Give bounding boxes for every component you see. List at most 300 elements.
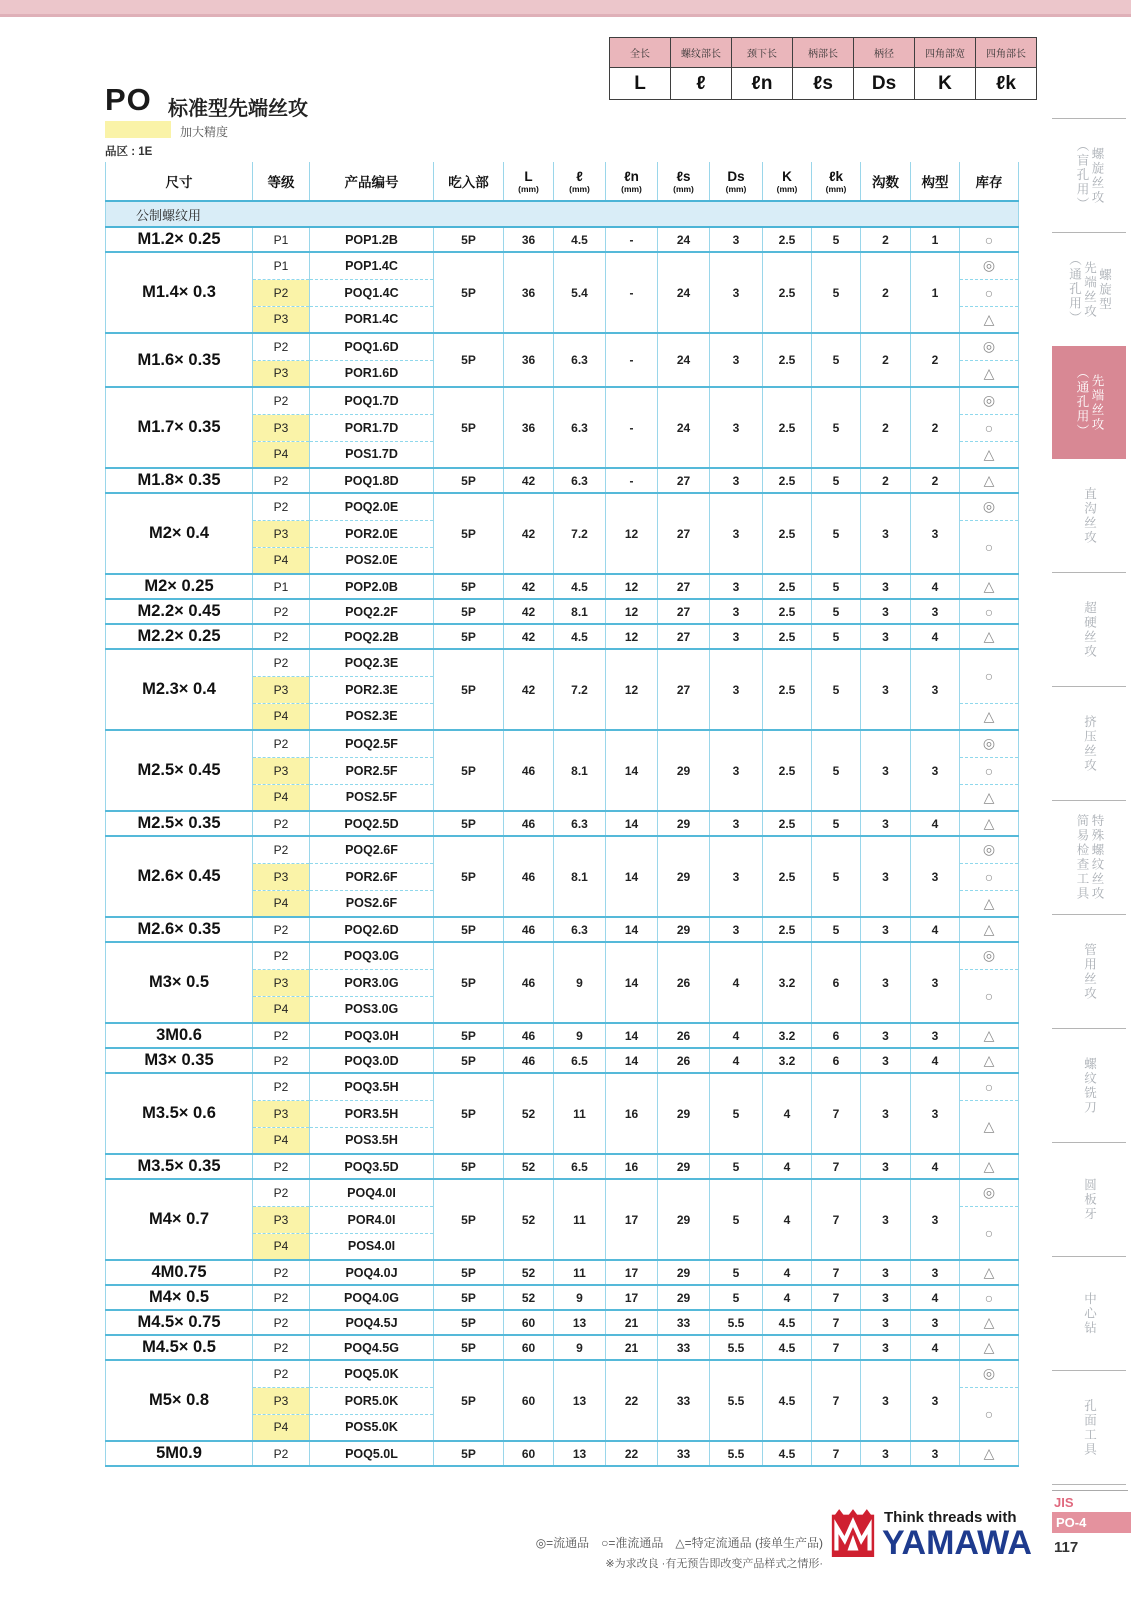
product-code-cell: POQ1.7D: [310, 387, 434, 414]
spec-cell: 4.5: [763, 1310, 812, 1335]
spec-cell: 5: [812, 387, 861, 468]
spec-cell: 2: [861, 227, 911, 252]
sidebar-tab-column: 螺旋丝攻: [1090, 146, 1104, 205]
spec-cell: 5: [710, 1154, 763, 1179]
spec-cell: 21: [606, 1310, 658, 1335]
size-cell: 4M0.75: [106, 1260, 253, 1285]
product-code-cell: POR2.6F: [310, 863, 434, 890]
spec-cell: 4: [763, 1154, 812, 1179]
sidebar-tab-column: 螺旋型: [1097, 267, 1112, 312]
spec-cell: 29: [658, 730, 710, 811]
column-header-label: 产品编号: [344, 175, 399, 190]
spec-cell: 6.5: [554, 1048, 606, 1073]
spec-cell: 42: [504, 574, 554, 599]
spec-cell: 5.5: [710, 1360, 763, 1441]
spec-cell: 5: [710, 1179, 763, 1260]
product-code-cell: POR3.5H: [310, 1100, 434, 1127]
spec-cell: 4: [763, 1179, 812, 1260]
spec-cell: 2.5: [763, 917, 812, 942]
spec-cell: 3: [911, 493, 960, 574]
table-row: [106, 333, 1019, 360]
product-code-cell: POQ5.0K: [310, 1360, 434, 1387]
spec-cell: 9: [554, 942, 606, 1023]
spec-cell: 5: [812, 252, 861, 333]
grade-cell: P3: [253, 306, 310, 333]
table-row: [106, 574, 1019, 599]
spec-cell: 22: [606, 1441, 658, 1466]
spec-cell: -: [606, 468, 658, 493]
spec-cell: 4.5: [554, 624, 606, 649]
spec-cell: 29: [658, 1154, 710, 1179]
grade-cell: P2: [253, 1310, 310, 1335]
spec-cell: 33: [658, 1441, 710, 1466]
stock-cell: △: [960, 1310, 1019, 1335]
spec-cell: 5P: [434, 1260, 504, 1285]
table-row: [106, 942, 1019, 969]
column-header: [606, 162, 658, 201]
spec-cell: 9: [554, 1023, 606, 1048]
spec-cell: 12: [606, 624, 658, 649]
product-code-cell: POP2.0B: [310, 574, 434, 599]
spec-cell: 27: [658, 624, 710, 649]
spec-cell: 5P: [434, 599, 504, 624]
grade-cell: P4: [253, 703, 310, 730]
product-code-cell: POQ4.5G: [310, 1335, 434, 1360]
product-code-cell: POQ5.0L: [310, 1441, 434, 1466]
product-code-cell: POQ4.0G: [310, 1285, 434, 1310]
spec-cell: 3: [861, 1179, 911, 1260]
sidebar-tab-text: [1082, 687, 1097, 800]
spec-cell: 13: [554, 1441, 606, 1466]
column-header-label: K: [782, 169, 792, 184]
spec-cell: 3: [861, 1441, 911, 1466]
product-code-cell: POR2.5F: [310, 757, 434, 784]
product-code-cell: POQ1.8D: [310, 468, 434, 493]
spec-cell: 7: [812, 1335, 861, 1360]
column-header-label: ℓn: [624, 169, 639, 184]
spec-cell: 8.1: [554, 730, 606, 811]
spec-cell: 5P: [434, 1023, 504, 1048]
column-header-label: 等级: [267, 175, 295, 190]
grade-cell: P3: [253, 676, 310, 703]
stock-cell: △: [960, 1023, 1019, 1048]
grade-cell: P2: [253, 599, 310, 624]
spec-cell: 5: [710, 1260, 763, 1285]
sidebar-tab-8: [1052, 1029, 1126, 1143]
size-cell: M1.6× 0.35: [106, 333, 253, 387]
grade-cell: P3: [253, 520, 310, 547]
spec-cell: 13: [554, 1360, 606, 1441]
spec-cell: 27: [658, 649, 710, 730]
column-header-label: 沟数: [872, 175, 899, 190]
stock-cell: △: [960, 1100, 1019, 1154]
spec-cell: 5P: [434, 227, 504, 252]
spec-cell: 29: [658, 811, 710, 836]
spec-cell: 2: [861, 468, 911, 493]
spec-cell: 3.2: [763, 1023, 812, 1048]
table-row: [106, 1310, 1019, 1335]
column-header-label: L: [524, 169, 533, 184]
stock-cell: △: [960, 1048, 1019, 1073]
stock-cell: ○: [960, 649, 1019, 703]
product-code-cell: POS3.0G: [310, 996, 434, 1023]
stock-cell: ○: [960, 520, 1019, 574]
spec-cell: 5P: [434, 574, 504, 599]
brand-logo: [830, 1508, 1032, 1560]
spec-table: [105, 162, 1019, 1467]
table-row: [106, 387, 1019, 414]
sidebar-tab-column: 简易检查工具: [1075, 814, 1089, 901]
spec-cell: -: [606, 333, 658, 387]
spec-cell: 3: [710, 811, 763, 836]
spec-cell: 7: [812, 1073, 861, 1154]
spec-cell: 3: [861, 649, 911, 730]
spec-cell: 42: [504, 468, 554, 493]
dim-legend-symbol-cell: K: [915, 68, 976, 100]
table-row: [106, 1360, 1019, 1387]
spec-cell: 6.3: [554, 468, 606, 493]
spec-cell: 14: [606, 1048, 658, 1073]
product-code-cell: POQ3.0G: [310, 942, 434, 969]
spec-cell: 5P: [434, 333, 504, 387]
table-row: [106, 1441, 1019, 1466]
product-code-cell: POR1.4C: [310, 306, 434, 333]
grade-cell: P2: [253, 1179, 310, 1206]
sidebar-tab-11: [1052, 1371, 1126, 1485]
spec-cell: 52: [504, 1179, 554, 1260]
dim-legend-header-cell: 柄部长: [793, 38, 854, 68]
size-cell: 5M0.9: [106, 1441, 253, 1466]
spec-cell: 3: [710, 599, 763, 624]
spec-cell: 3: [861, 1285, 911, 1310]
spec-cell: 24: [658, 252, 710, 333]
sidebar-tab-column: 螺纹铣刀: [1082, 1056, 1097, 1115]
spec-cell: 6.3: [554, 387, 606, 468]
stock-cell: △: [960, 703, 1019, 730]
grade-cell: P2: [253, 1073, 310, 1100]
spec-cell: 42: [504, 599, 554, 624]
sidebar-tab-text: [1082, 1257, 1097, 1370]
stock-cell: △: [960, 306, 1019, 333]
sidebar-tab-3: [1052, 459, 1126, 573]
spec-cell: 5: [812, 468, 861, 493]
sidebar-tab-9: [1052, 1143, 1126, 1257]
spec-cell: 7.2: [554, 649, 606, 730]
spec-cell: 5P: [434, 1335, 504, 1360]
table-row: [106, 1260, 1019, 1285]
stock-cell: ◎: [960, 387, 1019, 414]
spec-cell: 2.5: [763, 333, 812, 387]
grade-cell: P2: [253, 1360, 310, 1387]
sidebar-tab-column: 管用丝攻: [1082, 942, 1097, 1001]
spec-cell: 2: [911, 468, 960, 493]
spec-cell: 3: [710, 493, 763, 574]
spec-cell: 3: [911, 942, 960, 1023]
sidebar-tab-2: [1052, 346, 1126, 459]
section-row: [106, 201, 1019, 227]
spec-cell: 3: [911, 1360, 960, 1441]
spec-cell: 60: [504, 1335, 554, 1360]
size-cell: M1.7× 0.35: [106, 387, 253, 468]
sidebar-tab-text: [1082, 573, 1097, 686]
spec-cell: 8.1: [554, 599, 606, 624]
stock-cell: ○: [960, 1285, 1019, 1310]
column-header: [861, 162, 911, 201]
column-header-label: 构型: [921, 175, 949, 190]
column-header-unit: (mm): [673, 184, 694, 194]
product-code-cell: POQ2.5F: [310, 730, 434, 757]
spec-cell: 46: [504, 1023, 554, 1048]
sidebar-tab-column: 中心钻: [1082, 1291, 1097, 1336]
spec-cell: 9: [554, 1335, 606, 1360]
spec-cell: 5P: [434, 730, 504, 811]
spec-cell: 4.5: [554, 574, 606, 599]
spec-cell: 3: [911, 1179, 960, 1260]
sidebar-tab-column: （通孔用）: [1067, 253, 1082, 326]
column-header: [658, 162, 710, 201]
spec-cell: 24: [658, 227, 710, 252]
table-row: [106, 1285, 1019, 1310]
table-row: [106, 1335, 1019, 1360]
grade-cell: P4: [253, 996, 310, 1023]
spec-cell: 5P: [434, 917, 504, 942]
spec-cell: 42: [504, 649, 554, 730]
spec-cell: 2.5: [763, 811, 812, 836]
column-header-label: ℓk: [828, 169, 844, 184]
grade-cell: P4: [253, 1414, 310, 1441]
dim-legend-symbol-cell: Ds: [854, 68, 915, 100]
spec-cell: 3: [861, 493, 911, 574]
spec-cell: 26: [658, 1023, 710, 1048]
spec-cell: 5P: [434, 649, 504, 730]
sidebar-tab-column: 超硬丝攻: [1082, 600, 1097, 659]
spec-cell: 5P: [434, 942, 504, 1023]
product-code-cell: POQ2.5D: [310, 811, 434, 836]
grade-cell: P4: [253, 1233, 310, 1260]
page-title: 标准型先端丝攻: [168, 98, 308, 120]
spec-cell: 3: [861, 1360, 911, 1441]
spec-cell: 29: [658, 1073, 710, 1154]
grade-cell: P4: [253, 784, 310, 811]
grade-cell: P2: [253, 811, 310, 836]
spec-cell: 5P: [434, 1285, 504, 1310]
spec-cell: 3: [911, 730, 960, 811]
spec-cell: 5P: [434, 1048, 504, 1073]
column-header-unit: (mm): [621, 184, 642, 194]
spec-cell: 52: [504, 1260, 554, 1285]
product-code-cell: POS2.5F: [310, 784, 434, 811]
spec-table-header-row: [106, 162, 1019, 201]
spec-cell: 60: [504, 1441, 554, 1466]
spec-cell: 7: [812, 1260, 861, 1285]
table-row: [106, 730, 1019, 757]
spec-cell: 46: [504, 730, 554, 811]
spec-cell: 4: [911, 624, 960, 649]
spec-cell: 2.5: [763, 574, 812, 599]
size-cell: M3× 0.35: [106, 1048, 253, 1073]
spec-cell: 24: [658, 333, 710, 387]
spec-cell: 5.5: [710, 1335, 763, 1360]
grade-cell: P3: [253, 414, 310, 441]
highlight-legend-swatch: [105, 121, 171, 138]
spec-cell: 2: [861, 252, 911, 333]
spec-cell: 5: [710, 1073, 763, 1154]
spec-cell: 5P: [434, 624, 504, 649]
grade-cell: P3: [253, 969, 310, 996]
spec-cell: 3: [861, 1073, 911, 1154]
size-cell: M2.6× 0.45: [106, 836, 253, 917]
spec-cell: 7: [812, 1441, 861, 1466]
table-row: [106, 252, 1019, 279]
product-code-cell: POQ2.3E: [310, 649, 434, 676]
spec-cell: 12: [606, 649, 658, 730]
grade-cell: P2: [253, 1335, 310, 1360]
spec-cell: 5: [812, 599, 861, 624]
size-cell: M4.5× 0.5: [106, 1335, 253, 1360]
stock-cell: ◎: [960, 493, 1019, 520]
spec-cell: 2: [861, 387, 911, 468]
spec-cell: 3: [861, 730, 911, 811]
spec-cell: 14: [606, 917, 658, 942]
spec-cell: 11: [554, 1179, 606, 1260]
spec-cell: -: [606, 252, 658, 333]
stock-cell: △: [960, 784, 1019, 811]
table-row: [106, 649, 1019, 676]
table-row: [106, 1179, 1019, 1206]
stock-cell: ○: [960, 227, 1019, 252]
spec-cell: 3: [861, 917, 911, 942]
column-header: [911, 162, 960, 201]
product-code-cell: POQ2.6D: [310, 917, 434, 942]
spec-cell: 6: [812, 1048, 861, 1073]
stock-cell: ○: [960, 414, 1019, 441]
product-code-cell: POR5.0K: [310, 1387, 434, 1414]
spec-cell: 2.5: [763, 730, 812, 811]
sidebar-tab-0: [1052, 119, 1126, 233]
spec-cell: 2: [911, 333, 960, 387]
spec-cell: 4.5: [763, 1441, 812, 1466]
spec-cell: 5P: [434, 1360, 504, 1441]
jis-label: JIS: [1054, 1495, 1074, 1510]
spec-cell: 36: [504, 333, 554, 387]
spec-cell: 46: [504, 917, 554, 942]
spec-cell: 3: [861, 1154, 911, 1179]
grade-cell: P3: [253, 1387, 310, 1414]
product-code-cell: POQ3.5D: [310, 1154, 434, 1179]
spec-cell: 4: [763, 1073, 812, 1154]
product-code-cell: POR2.0E: [310, 520, 434, 547]
column-header: [554, 162, 606, 201]
spec-cell: 29: [658, 1285, 710, 1310]
grade-cell: P4: [253, 547, 310, 574]
spec-cell: 5: [812, 649, 861, 730]
dim-legend-header-cell: 螺纹部长: [671, 38, 732, 68]
stock-cell: ○: [960, 599, 1019, 624]
spec-cell: 5: [812, 836, 861, 917]
spec-cell: -: [606, 227, 658, 252]
spec-cell: 4: [911, 1335, 960, 1360]
sidebar-tab-column: 先端丝攻: [1082, 260, 1097, 319]
page-number: 117: [1054, 1539, 1079, 1556]
size-cell: M2.3× 0.4: [106, 649, 253, 730]
size-cell: 3M0.6: [106, 1023, 253, 1048]
spec-cell: 3: [710, 836, 763, 917]
stock-cell: ○: [960, 969, 1019, 1023]
sidebar-tab-text: [1074, 801, 1104, 914]
sidebar-tab-7: [1052, 915, 1126, 1029]
spec-cell: 4: [763, 1285, 812, 1310]
grade-cell: P2: [253, 493, 310, 520]
spec-cell: 4: [710, 1048, 763, 1073]
spec-cell: 2.5: [763, 252, 812, 333]
size-cell: M2.2× 0.25: [106, 624, 253, 649]
spec-cell: 33: [658, 1335, 710, 1360]
product-code-cell: POR3.0G: [310, 969, 434, 996]
product-code-cell: POQ3.0D: [310, 1048, 434, 1073]
grade-cell: P2: [253, 1154, 310, 1179]
spec-cell: 5: [812, 493, 861, 574]
spec-cell: 5: [812, 333, 861, 387]
spec-cell: 5P: [434, 1154, 504, 1179]
dim-legend-header-row: [610, 38, 1037, 68]
spec-cell: 21: [606, 1335, 658, 1360]
spec-cell: 14: [606, 942, 658, 1023]
stock-cell: △: [960, 1260, 1019, 1285]
size-cell: M3.5× 0.35: [106, 1154, 253, 1179]
sidebar-tab-text: [1074, 119, 1104, 232]
product-code-cell: POR1.7D: [310, 414, 434, 441]
sidebar-tab-1: [1052, 233, 1126, 346]
product-code-cell: POQ2.2F: [310, 599, 434, 624]
spec-cell: 2.5: [763, 227, 812, 252]
column-header: [812, 162, 861, 201]
spec-cell: 2.5: [763, 599, 812, 624]
spec-cell: 14: [606, 811, 658, 836]
spec-cell: 22: [606, 1360, 658, 1441]
spec-cell: 3: [710, 649, 763, 730]
spec-cell: 1: [911, 252, 960, 333]
product-code-cell: POP1.4C: [310, 252, 434, 279]
sidebar-tab-column: 挤压丝攻: [1082, 714, 1097, 773]
spec-cell: 3: [710, 730, 763, 811]
spec-cell: 5P: [434, 387, 504, 468]
grade-cell: P2: [253, 917, 310, 942]
column-header-unit: (mm): [776, 184, 798, 194]
spec-cell: 42: [504, 493, 554, 574]
grade-cell: P2: [253, 1285, 310, 1310]
sidebar-tab-text: [1082, 1143, 1097, 1256]
spec-cell: 24: [658, 387, 710, 468]
series-label: 品区 : 1E: [105, 146, 153, 158]
spec-cell: 7: [812, 1154, 861, 1179]
sidebar-tab-5: [1052, 687, 1126, 801]
spec-cell: 3: [861, 836, 911, 917]
spec-cell: 17: [606, 1285, 658, 1310]
stock-cell: △: [960, 811, 1019, 836]
spec-cell: 52: [504, 1285, 554, 1310]
spec-cell: 3: [911, 649, 960, 730]
spec-cell: 11: [554, 1073, 606, 1154]
sidebar-tab-column: 孔面工具: [1082, 1398, 1097, 1457]
product-code-cell: POR4.0I: [310, 1206, 434, 1233]
stock-cell: ○: [960, 1073, 1019, 1100]
spec-cell: 29: [658, 836, 710, 917]
sidebar-tab-6: [1052, 801, 1126, 915]
column-header-label: ℓs: [676, 169, 691, 184]
spec-cell: 11: [554, 1260, 606, 1285]
grade-cell: P3: [253, 1206, 310, 1233]
product-code-cell: POQ2.2B: [310, 624, 434, 649]
